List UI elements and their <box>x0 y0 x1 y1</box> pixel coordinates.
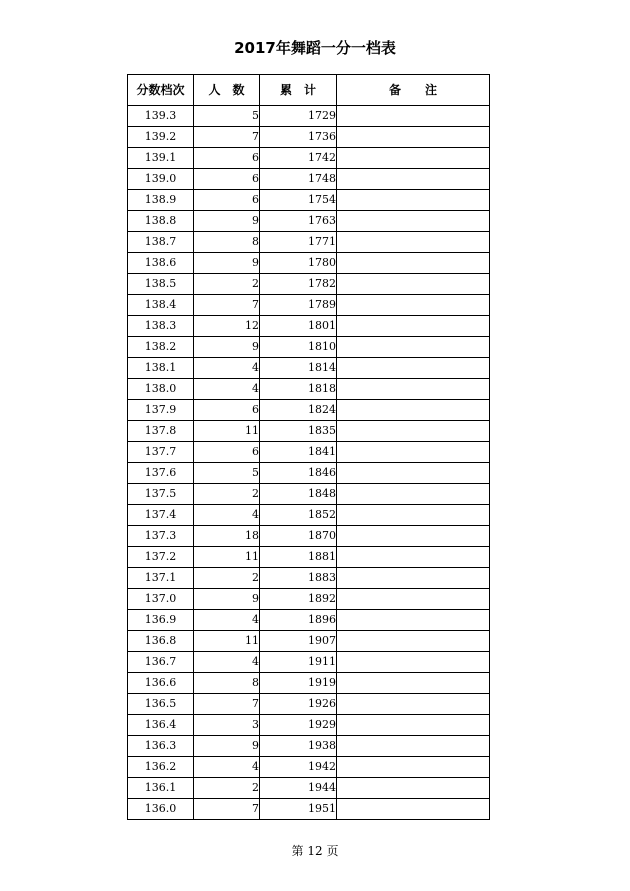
count-cell: 5 <box>194 463 260 484</box>
remarks-cell <box>337 547 490 568</box>
table-row <box>128 190 490 211</box>
count-cell: 4 <box>194 358 260 379</box>
cumulative-cell: 1846 <box>260 463 337 484</box>
header-score-level: 分数档次 <box>128 75 194 106</box>
count-cell: 6 <box>194 148 260 169</box>
count-cell: 18 <box>194 526 260 547</box>
remarks-cell <box>337 274 490 295</box>
remarks-cell <box>337 652 490 673</box>
score-cell: 138.0 <box>128 379 194 400</box>
table-row <box>128 211 490 232</box>
count-cell: 2 <box>194 484 260 505</box>
remarks-cell <box>337 211 490 232</box>
score-cell: 136.4 <box>128 715 194 736</box>
score-cell: 138.3 <box>128 316 194 337</box>
remarks-cell <box>337 631 490 652</box>
cumulative-cell: 1911 <box>260 652 337 673</box>
count-cell: 4 <box>194 757 260 778</box>
table-row <box>128 694 490 715</box>
score-cell: 137.0 <box>128 589 194 610</box>
count-cell: 9 <box>194 253 260 274</box>
count-cell: 7 <box>194 694 260 715</box>
count-cell: 6 <box>194 169 260 190</box>
table-row <box>128 148 490 169</box>
count-cell: 2 <box>194 778 260 799</box>
remarks-cell <box>337 421 490 442</box>
score-cell: 137.1 <box>128 568 194 589</box>
table-row <box>128 736 490 757</box>
table-row <box>128 463 490 484</box>
score-cell: 137.9 <box>128 400 194 421</box>
cumulative-cell: 1810 <box>260 337 337 358</box>
count-cell: 7 <box>194 799 260 820</box>
table-row <box>128 421 490 442</box>
cumulative-cell: 1782 <box>260 274 337 295</box>
table-row <box>128 673 490 694</box>
count-cell: 12 <box>194 316 260 337</box>
cumulative-cell: 1841 <box>260 442 337 463</box>
cumulative-cell: 1907 <box>260 631 337 652</box>
remarks-cell <box>337 127 490 148</box>
table-row <box>128 526 490 547</box>
cumulative-cell: 1848 <box>260 484 337 505</box>
cumulative-cell: 1729 <box>260 106 337 127</box>
score-cell: 138.7 <box>128 232 194 253</box>
count-cell: 9 <box>194 337 260 358</box>
remarks-cell <box>337 463 490 484</box>
remarks-cell <box>337 253 490 274</box>
table-row <box>128 778 490 799</box>
cumulative-cell: 1824 <box>260 400 337 421</box>
score-cell: 136.8 <box>128 631 194 652</box>
cumulative-cell: 1801 <box>260 316 337 337</box>
count-cell: 11 <box>194 421 260 442</box>
score-cell: 138.6 <box>128 253 194 274</box>
score-cell: 139.1 <box>128 148 194 169</box>
count-cell: 2 <box>194 274 260 295</box>
count-cell: 11 <box>194 631 260 652</box>
score-cell: 136.6 <box>128 673 194 694</box>
table-row <box>128 568 490 589</box>
remarks-cell <box>337 232 490 253</box>
cumulative-cell: 1883 <box>260 568 337 589</box>
table-row <box>128 400 490 421</box>
table-row <box>128 589 490 610</box>
table-row <box>128 442 490 463</box>
score-cell: 137.7 <box>128 442 194 463</box>
count-cell: 6 <box>194 400 260 421</box>
score-cell: 137.2 <box>128 547 194 568</box>
cumulative-cell: 1789 <box>260 295 337 316</box>
count-cell: 9 <box>194 211 260 232</box>
cumulative-cell: 1736 <box>260 127 337 148</box>
cumulative-cell: 1919 <box>260 673 337 694</box>
cumulative-cell: 1892 <box>260 589 337 610</box>
cumulative-cell: 1896 <box>260 610 337 631</box>
count-cell: 11 <box>194 547 260 568</box>
cumulative-cell: 1926 <box>260 694 337 715</box>
header-count: 人 数 <box>194 75 260 106</box>
table-row <box>128 337 490 358</box>
score-cell: 137.5 <box>128 484 194 505</box>
cumulative-cell: 1814 <box>260 358 337 379</box>
score-cell: 138.2 <box>128 337 194 358</box>
count-cell: 8 <box>194 673 260 694</box>
cumulative-cell: 1748 <box>260 169 337 190</box>
count-cell: 7 <box>194 295 260 316</box>
table-row <box>128 715 490 736</box>
remarks-cell <box>337 148 490 169</box>
cumulative-cell: 1835 <box>260 421 337 442</box>
remarks-cell <box>337 589 490 610</box>
count-cell: 6 <box>194 442 260 463</box>
table-row <box>128 295 490 316</box>
score-cell: 136.5 <box>128 694 194 715</box>
score-cell: 139.2 <box>128 127 194 148</box>
remarks-cell <box>337 694 490 715</box>
score-cell: 137.6 <box>128 463 194 484</box>
remarks-cell <box>337 505 490 526</box>
score-cell: 139.3 <box>128 106 194 127</box>
score-cell: 136.3 <box>128 736 194 757</box>
cumulative-cell: 1818 <box>260 379 337 400</box>
cumulative-cell: 1951 <box>260 799 337 820</box>
count-cell: 7 <box>194 127 260 148</box>
score-cell: 138.5 <box>128 274 194 295</box>
cumulative-cell: 1870 <box>260 526 337 547</box>
table-row <box>128 652 490 673</box>
cumulative-cell: 1763 <box>260 211 337 232</box>
table-row <box>128 106 490 127</box>
cumulative-cell: 1852 <box>260 505 337 526</box>
cumulative-cell: 1780 <box>260 253 337 274</box>
cumulative-cell: 1742 <box>260 148 337 169</box>
remarks-cell <box>337 568 490 589</box>
remarks-cell <box>337 799 490 820</box>
cumulative-cell: 1754 <box>260 190 337 211</box>
table-row <box>128 379 490 400</box>
table-row <box>128 757 490 778</box>
score-cell: 136.1 <box>128 778 194 799</box>
count-cell: 8 <box>194 232 260 253</box>
score-cell: 138.8 <box>128 211 194 232</box>
count-cell: 3 <box>194 715 260 736</box>
remarks-cell <box>337 400 490 421</box>
remarks-cell <box>337 169 490 190</box>
score-cell: 138.1 <box>128 358 194 379</box>
remarks-cell <box>337 610 490 631</box>
table-body <box>128 106 490 820</box>
cumulative-cell: 1938 <box>260 736 337 757</box>
remarks-cell <box>337 379 490 400</box>
remarks-cell <box>337 736 490 757</box>
remarks-cell <box>337 337 490 358</box>
score-cell: 136.0 <box>128 799 194 820</box>
header-remarks: 备 注 <box>337 75 490 106</box>
remarks-cell <box>337 316 490 337</box>
table-row <box>128 232 490 253</box>
cumulative-cell: 1929 <box>260 715 337 736</box>
remarks-cell <box>337 715 490 736</box>
score-cell: 138.4 <box>128 295 194 316</box>
cumulative-cell: 1944 <box>260 778 337 799</box>
table-row <box>128 505 490 526</box>
score-cell: 136.7 <box>128 652 194 673</box>
cumulative-cell: 1942 <box>260 757 337 778</box>
score-cell: 139.0 <box>128 169 194 190</box>
count-cell: 4 <box>194 652 260 673</box>
table-row <box>128 274 490 295</box>
remarks-cell <box>337 295 490 316</box>
count-cell: 9 <box>194 589 260 610</box>
score-cell: 138.9 <box>128 190 194 211</box>
remarks-cell <box>337 484 490 505</box>
count-cell: 5 <box>194 106 260 127</box>
remarks-cell <box>337 526 490 547</box>
count-cell: 4 <box>194 505 260 526</box>
table-row <box>128 358 490 379</box>
count-cell: 9 <box>194 736 260 757</box>
score-table <box>127 74 490 820</box>
remarks-cell <box>337 673 490 694</box>
count-cell: 4 <box>194 379 260 400</box>
remarks-cell <box>337 757 490 778</box>
page-number: 第 12 页 <box>291 844 339 858</box>
remarks-cell <box>337 106 490 127</box>
table-row <box>128 610 490 631</box>
score-cell: 137.8 <box>128 421 194 442</box>
table-row <box>128 316 490 337</box>
score-cell: 137.3 <box>128 526 194 547</box>
remarks-cell <box>337 190 490 211</box>
cumulative-cell: 1881 <box>260 547 337 568</box>
table-row <box>128 127 490 148</box>
remarks-cell <box>337 358 490 379</box>
table-header-row <box>128 75 490 106</box>
score-cell: 137.4 <box>128 505 194 526</box>
score-cell: 136.2 <box>128 757 194 778</box>
table-row <box>128 631 490 652</box>
count-cell: 2 <box>194 568 260 589</box>
count-cell: 4 <box>194 610 260 631</box>
table-row <box>128 547 490 568</box>
remarks-cell <box>337 778 490 799</box>
remarks-cell <box>337 442 490 463</box>
score-cell: 136.9 <box>128 610 194 631</box>
count-cell: 6 <box>194 190 260 211</box>
table-row <box>128 169 490 190</box>
cumulative-cell: 1771 <box>260 232 337 253</box>
header-cumulative: 累 计 <box>260 75 337 106</box>
table-row <box>128 484 490 505</box>
page-title: 2017年舞蹈一分一档表 <box>234 39 396 57</box>
table-row <box>128 799 490 820</box>
table-row <box>128 253 490 274</box>
